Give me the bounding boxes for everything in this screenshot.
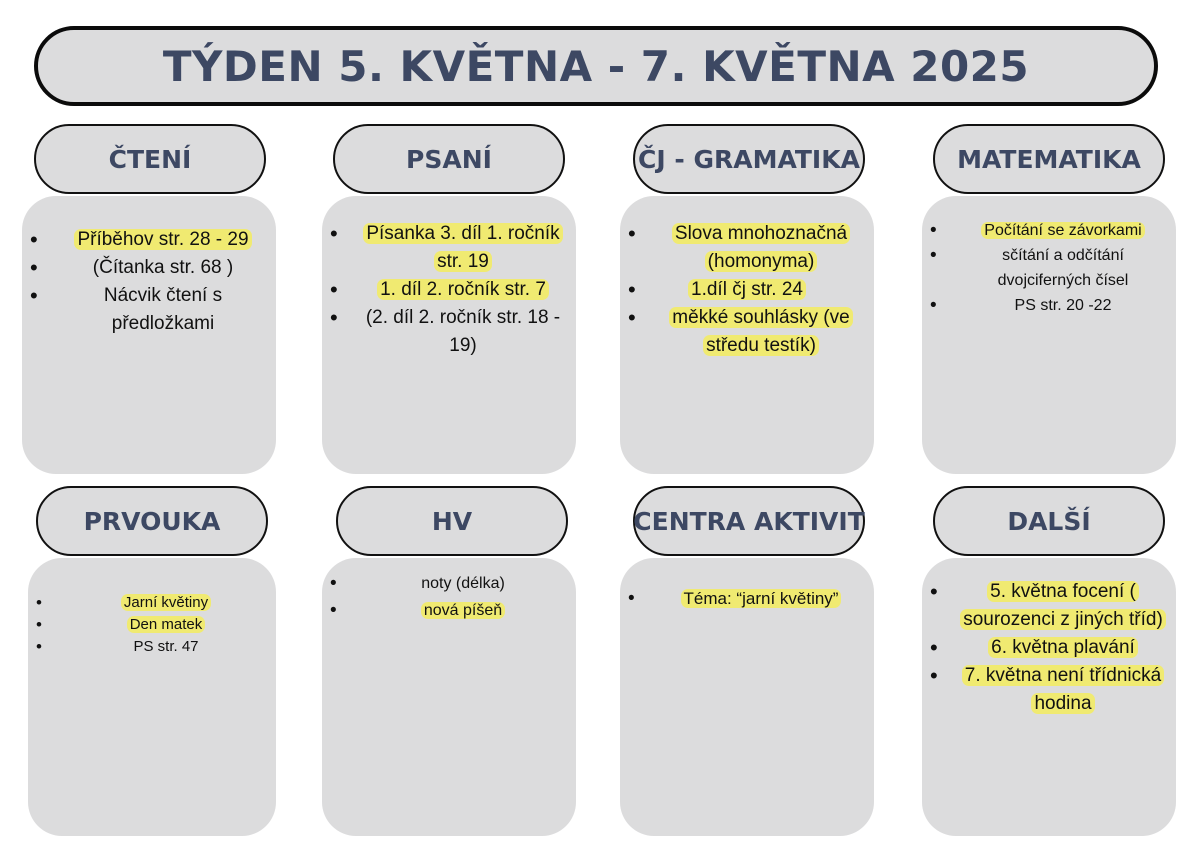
- item-text: 1. díl 2. ročník str. 7: [377, 279, 549, 300]
- section-header-dalsi: [933, 486, 1165, 556]
- item-list: [620, 220, 874, 360]
- item-list: [28, 592, 276, 658]
- list-item: [620, 276, 874, 304]
- item-text: měkké souhlásky (ve středu testík): [669, 307, 852, 356]
- section-card-gramatika: [620, 196, 874, 474]
- section-heading: ČTENÍ: [108, 144, 192, 174]
- list-item: [22, 226, 276, 254]
- item-text: 5. května focení ( sourozenci z jiných tříd): [960, 581, 1166, 630]
- list-item: [22, 254, 276, 282]
- item-list: [322, 570, 576, 624]
- item-list: [322, 220, 576, 360]
- item-text: (Čítanka str. 68 ): [92, 257, 234, 278]
- list-item: [620, 586, 874, 611]
- list-item: [922, 218, 1176, 243]
- list-item: [922, 634, 1176, 662]
- item-text: Příběhov str. 28 - 29: [74, 229, 251, 250]
- section-header-cteni: [34, 124, 266, 194]
- section-header-centra-aktivit: [633, 486, 865, 556]
- item-list: [620, 586, 874, 611]
- item-text: Téma: “jarní květiny”: [681, 589, 842, 608]
- item-text: Písanka 3. díl 1. ročník str. 19: [363, 223, 562, 272]
- section-heading: PSANÍ: [406, 144, 492, 174]
- list-item: [22, 282, 276, 338]
- section-header-prvouka: [36, 486, 268, 556]
- item-text: Jarní květiny: [121, 594, 211, 611]
- item-text: 7. května není třídnická hodina: [962, 665, 1164, 714]
- section-heading: ČJ - GRAMATIKA: [638, 144, 860, 174]
- list-item: [922, 662, 1176, 718]
- list-item: [922, 578, 1176, 634]
- item-list: [22, 226, 276, 338]
- list-item: [28, 614, 276, 636]
- section-card-prvouka: [28, 558, 276, 836]
- item-list: [922, 578, 1176, 718]
- section-heading: MATEMATIKA: [957, 144, 1141, 174]
- item-text: 1.díl čj str. 24: [688, 279, 806, 300]
- list-item: [28, 636, 276, 658]
- section-header-gramatika: [633, 124, 865, 194]
- section-heading: HV: [431, 506, 473, 536]
- item-text: 6. května plavání: [988, 637, 1138, 658]
- section-card-centra-aktivit: [620, 558, 874, 836]
- section-card-hv: [322, 558, 576, 836]
- item-text: noty (délka): [421, 575, 505, 592]
- item-text: Slova mnohoznačná (homonyma): [672, 223, 850, 272]
- section-card-dalsi: [922, 558, 1176, 836]
- section-header-matematika: [933, 124, 1165, 194]
- list-item: [322, 276, 576, 304]
- section-header-psani: [333, 124, 565, 194]
- section-header-hv: [336, 486, 568, 556]
- page-title: TÝDEN 5. KVĚTNA - 7. KVĚTNA 2025: [162, 41, 1030, 91]
- item-text: Den matek: [127, 616, 206, 633]
- list-item: [922, 243, 1176, 293]
- section-card-matematika: [922, 196, 1176, 474]
- item-text: PS str. 47: [133, 638, 199, 655]
- item-text: (2. díl 2. ročník str. 18 - 19): [365, 307, 561, 356]
- item-text: PS str. 20 -22: [1014, 297, 1112, 314]
- list-item: [322, 220, 576, 276]
- list-item: [922, 293, 1176, 318]
- section-card-psani: [322, 196, 576, 474]
- item-list: [922, 218, 1176, 318]
- section-card-cteni: [22, 196, 276, 474]
- list-item: [28, 592, 276, 614]
- item-text: nová píšeň: [421, 602, 505, 619]
- page-title-banner: [34, 26, 1158, 106]
- list-item: [620, 304, 874, 360]
- section-heading: CENTRA AKTIVIT: [633, 506, 865, 536]
- list-item: [322, 570, 576, 597]
- section-heading: DALŠÍ: [1007, 506, 1091, 536]
- list-item: [620, 220, 874, 276]
- list-item: [322, 597, 576, 624]
- section-heading: PRVOUKA: [83, 506, 221, 536]
- item-text: sčítání a odčítání dvojciferných čísel: [997, 247, 1129, 289]
- list-item: [322, 304, 576, 360]
- item-text: Nácvik čtení s předložkami: [103, 285, 223, 334]
- item-text: Počítání se závorkami: [981, 222, 1144, 239]
